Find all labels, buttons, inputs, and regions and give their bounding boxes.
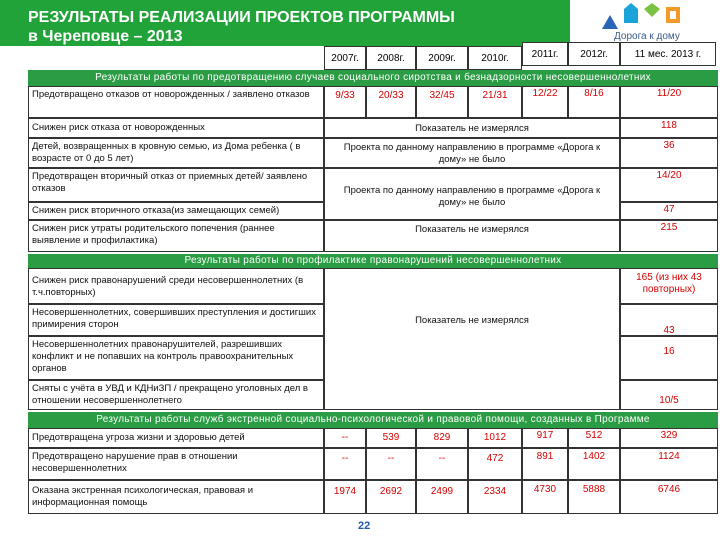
s2-row2-2013: 43 <box>620 304 718 336</box>
s2-row1-2013: 165 (из них 43 повторных) <box>620 268 718 304</box>
s3-row2-2008: -- <box>366 448 416 480</box>
s2-row2-label: Несовершеннолетних, совершивших преступления и достигших примирения сторон <box>28 304 324 336</box>
year-2011: 2011г. <box>522 42 568 66</box>
s1-row4-label: Предотвращен вторичный отказ от приемных детей/ заявлено отказов <box>28 168 324 202</box>
title-line-2: в Череповце – 2013 <box>28 28 183 45</box>
s1-row5-label: Снижен риск вторичного отказа(из замещающих семей) <box>28 202 324 220</box>
s2-note: Показатель не измерялся <box>324 268 620 410</box>
s1-row3-note: Проекта по данному направлению в программе «Дорога к дому» не было <box>324 138 620 168</box>
s3-row2-label: Предотвращено нарушение прав в отношении несовершеннолетних <box>28 448 324 480</box>
logo-caption: Дорога к дому <box>614 31 680 42</box>
s3-row2-2013: 1124 <box>620 448 718 480</box>
s2-row1-label: Снижен риск правонарушений среди несовершеннолетних (в т.ч.повторных) <box>28 268 324 304</box>
year-2008: 2008г. <box>366 46 416 70</box>
s1-row1-2008: 20/33 <box>366 86 416 118</box>
s3-row1-label: Предотвращена угроза жизни и здоровью детей <box>28 428 324 448</box>
s3-row3-2009: 2499 <box>416 480 468 514</box>
s3-row3-2010: 2334 <box>468 480 522 514</box>
s3-row2-2010: 472 <box>468 448 522 480</box>
s3-row2-2011: 891 <box>522 448 568 480</box>
s1-row3-label: Детей, возвращенных в кровную семью, из Дома ребенка ( в возрасте от 0 до 5 лет) <box>28 138 324 168</box>
year-2010: 2010г. <box>468 46 522 70</box>
year-2012: 2012г. <box>568 42 620 66</box>
s3-row1-2010: 1012 <box>468 428 522 448</box>
s3-row1-2008: 539 <box>366 428 416 448</box>
s1-row1-2009: 32/45 <box>416 86 468 118</box>
title-banner <box>0 0 570 46</box>
s1-row2-label: Снижен риск отказа от новорожденных <box>28 118 324 138</box>
s2-row4-2013: 10/5 <box>620 380 718 410</box>
s1-row1-label: Предотвращено отказов от новорожденных / заявлено отказов <box>28 86 324 118</box>
s1-row1-2010: 21/31 <box>468 86 522 118</box>
s3-row3-2012: 5888 <box>568 480 620 514</box>
s3-row3-2008: 2692 <box>366 480 416 514</box>
section2-heading: Результаты работы по профилактике правонарушений несовершеннолетних <box>28 254 718 268</box>
s1-row1-2007: 9/33 <box>324 86 366 118</box>
s3-row1-2013: 329 <box>620 428 718 448</box>
s1-row6-2013: 215 <box>620 220 718 252</box>
s1-row1-2013: 11/20 <box>620 86 718 118</box>
s1-row2-note: Показатель не измерялся <box>324 118 620 138</box>
s3-row1-2012: 512 <box>568 428 620 448</box>
s1-row1-2012: 8/16 <box>568 86 620 118</box>
s3-row2-2009: -- <box>416 448 468 480</box>
header <box>0 0 720 46</box>
year-2009: 2009г. <box>416 46 468 70</box>
s1-row4-5-note: Проекта по данному направлению в программе «Дорога к дому» не было <box>324 168 620 220</box>
section3-heading: Результаты работы служб экстренной социально-психологической и правовой помощи, созданных в Программе <box>28 412 718 428</box>
s3-row1-2011: 917 <box>522 428 568 448</box>
s3-row3-2013: 6746 <box>620 480 718 514</box>
s3-row3-2011: 4730 <box>522 480 568 514</box>
s3-row1-2007: -- <box>324 428 366 448</box>
s2-row4-label: Сняты с учёта в УВД и КДНиЗП / прекращено уголовных дел в отношении несовершеннолетнего <box>28 380 324 410</box>
s1-row3-2013: 36 <box>620 138 718 168</box>
s1-row4-2013: 14/20 <box>620 168 718 202</box>
s2-row3-2013: 16 <box>620 336 718 380</box>
s1-row5-2013: 47 <box>620 202 718 220</box>
page-number: 22 <box>358 520 371 532</box>
s1-row6-note: Показатель не измерялся <box>324 220 620 252</box>
page-title <box>28 8 455 46</box>
year-2007: 2007г. <box>324 46 366 70</box>
s3-row1-2009: 829 <box>416 428 468 448</box>
s1-row2-2013: 118 <box>620 118 718 138</box>
s2-row3-label: Несовершеннолетних правонарушителей, разрешивших конфликт и не попавших на контроль правоохранительных органов <box>28 336 324 380</box>
s3-row2-2012: 1402 <box>568 448 620 480</box>
s1-row6-label: Снижен риск утраты родительского попечения (раннее выявление и профилактика) <box>28 220 324 252</box>
year-2013-11m: 11 мес. 2013 г. <box>620 42 716 66</box>
s3-row3-2007: 1974 <box>324 480 366 514</box>
s1-row1-2011: 12/22 <box>522 86 568 118</box>
section1-heading: Результаты работы по предотвращению случаев социального сиротства и безнадзорности несовершеннолетних <box>28 70 718 86</box>
s3-row3-label: Оказана экстренная психологическая, правовая и информационная помощь <box>28 480 324 514</box>
s3-row2-2007: -- <box>324 448 366 480</box>
title-line-1: РЕЗУЛЬТАТЫ РЕАЛИЗАЦИИ ПРОЕКТОВ ПРОГРАММЫ <box>28 9 455 26</box>
